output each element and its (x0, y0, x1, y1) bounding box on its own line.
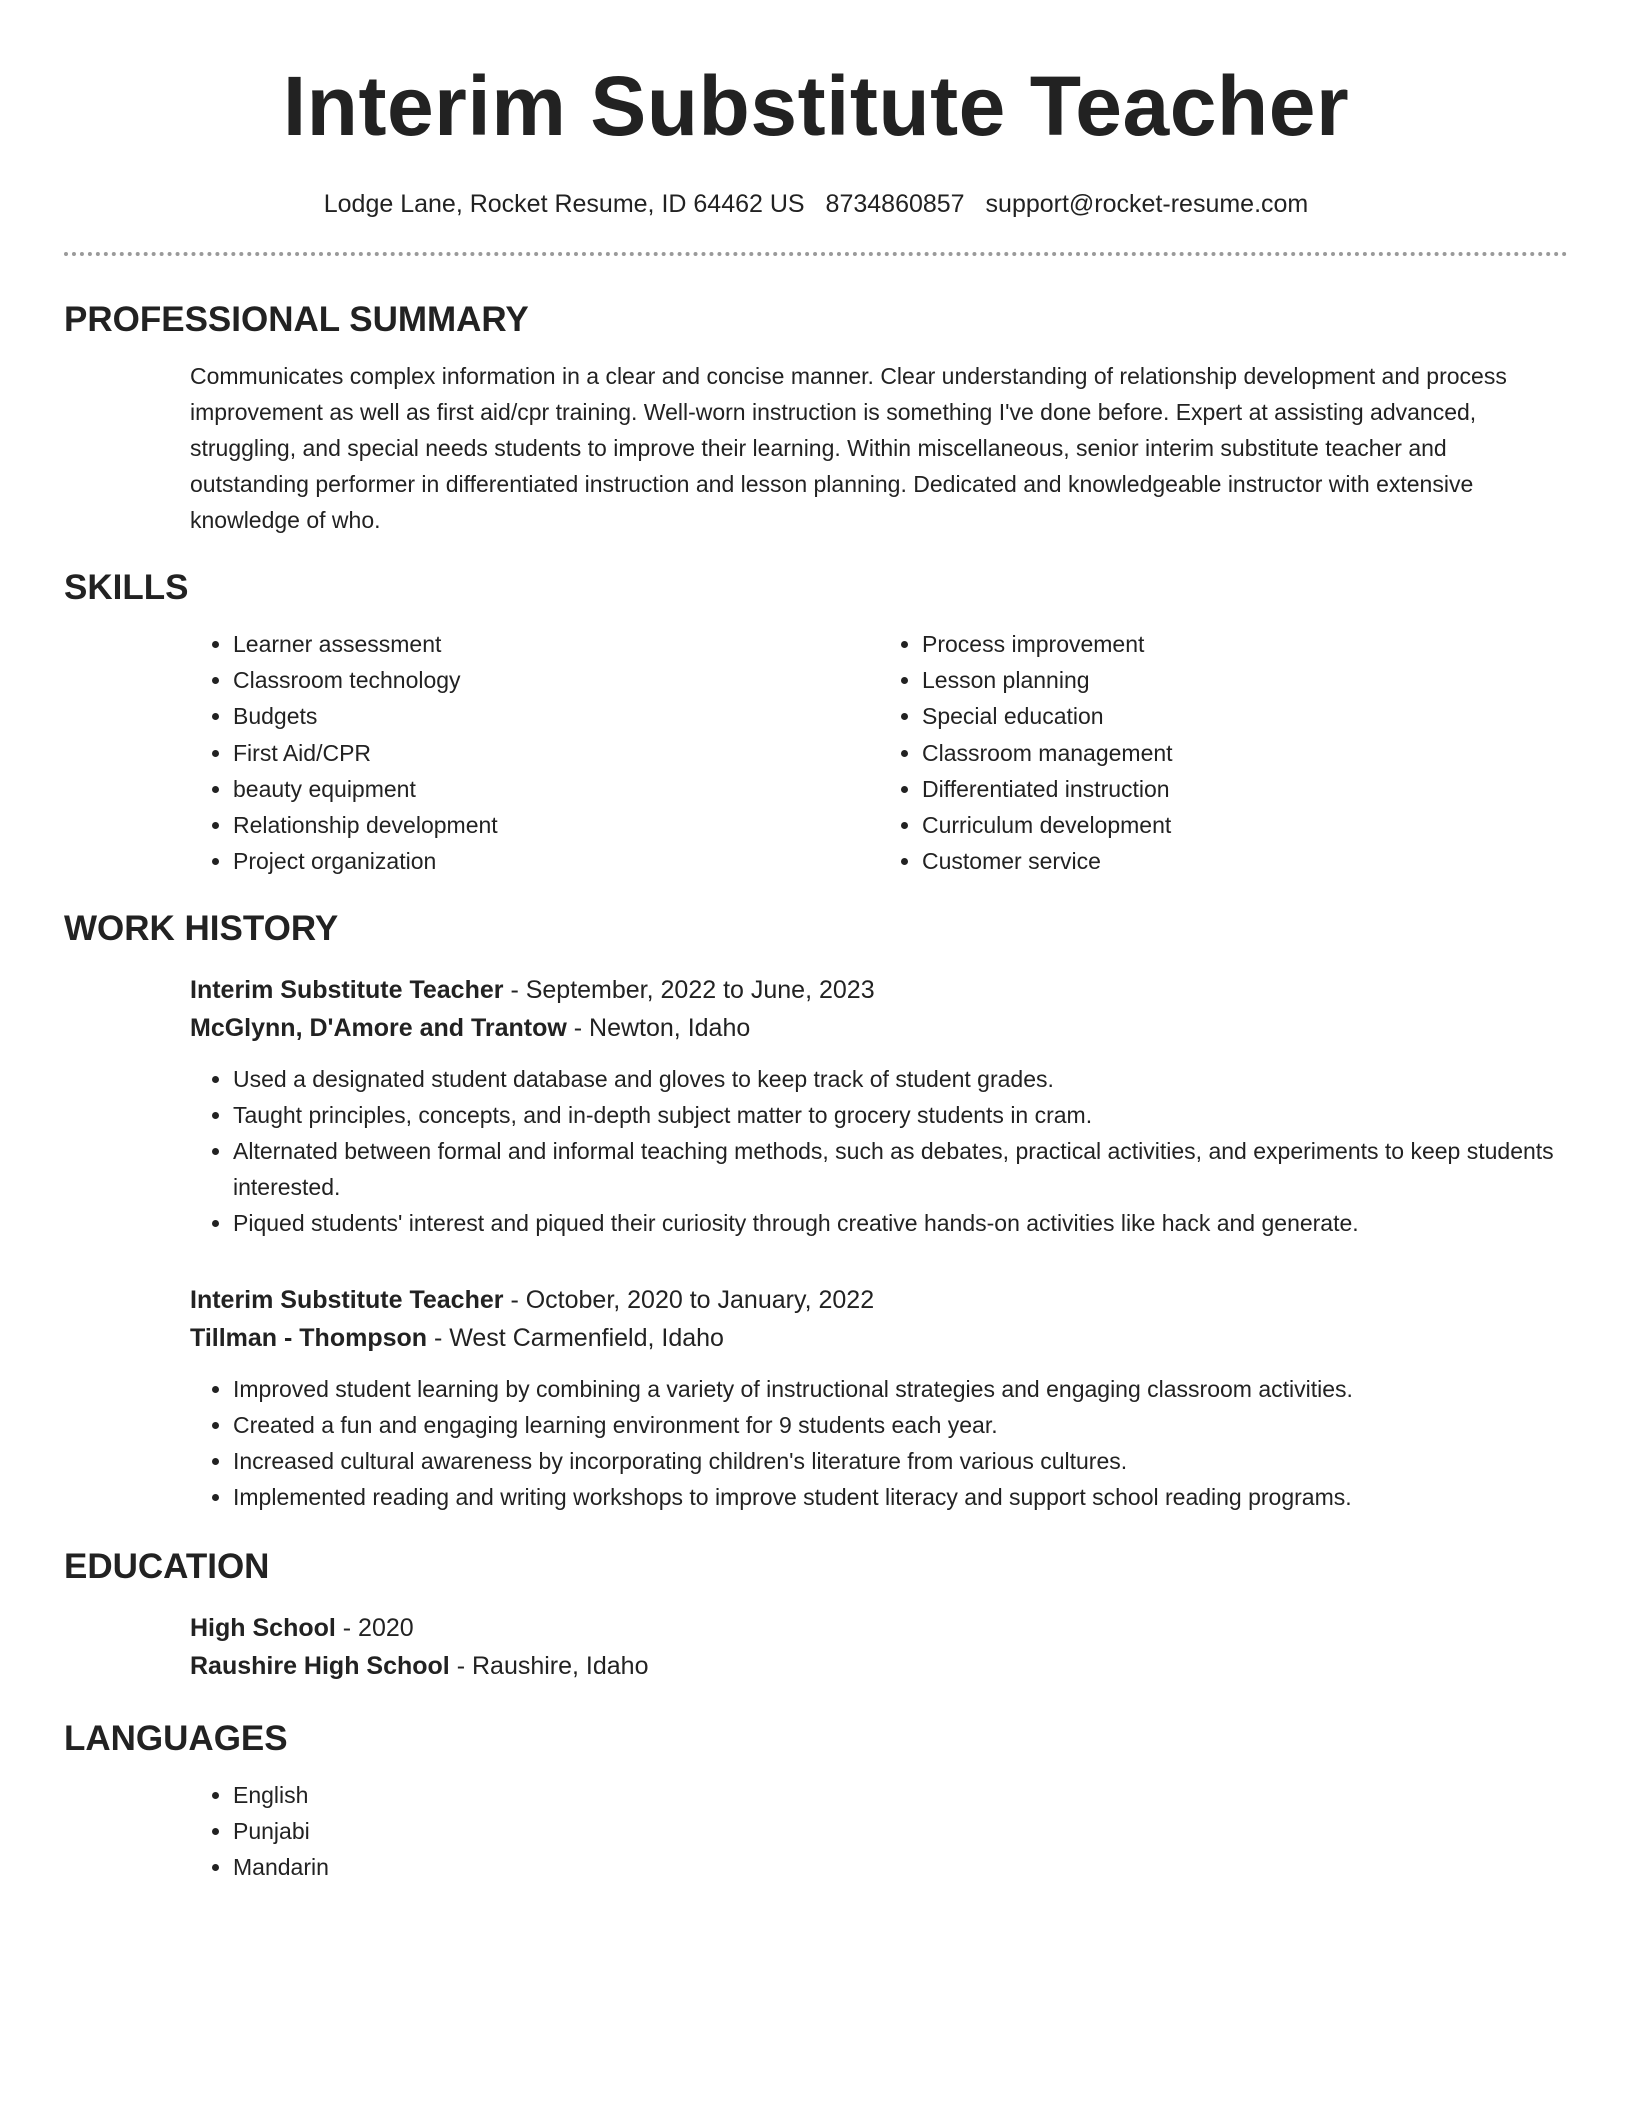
job-entry (190, 1281, 1568, 1515)
job-title-line (190, 971, 1568, 1009)
job-title-line (190, 1281, 1568, 1319)
job-dates: - October, 2020 to January, 2022 (503, 1286, 875, 1315)
skill-item: • beauty equipment (233, 771, 879, 807)
job-bullet: • Increased cultural awareness by incorporating children's literature from various cultures. (233, 1443, 1568, 1479)
education-school: Raushire High School (190, 1652, 450, 1681)
skill-item: • Learner assessment (233, 626, 879, 662)
skills-column-right (879, 626, 1568, 879)
skill-item: • First Aid/CPR (233, 735, 879, 771)
work-history (190, 971, 1568, 1515)
job-dates: - September, 2022 to June, 2023 (503, 976, 875, 1005)
skill-item: • Curriculum development (922, 807, 1568, 843)
skill-item: • Classroom management (922, 735, 1568, 771)
job-role: Interim Substitute Teacher (190, 1286, 504, 1315)
job-bullet: • Used a designated student database and gloves to keep track of student grades. (233, 1061, 1568, 1097)
summary-heading: PROFESSIONAL SUMMARY (64, 300, 529, 339)
resume-name: Interim Substitute Teacher (282, 59, 1350, 153)
job-company-line (190, 1319, 1568, 1357)
resume-page (64, 0, 1568, 1885)
languages-heading: LANGUAGES (64, 1719, 288, 1759)
language-item: • Punjabi (233, 1813, 1568, 1849)
education-degree: High School (190, 1614, 336, 1643)
languages-section (190, 1777, 1568, 1885)
languages-list (190, 1777, 1568, 1885)
contact-line (64, 188, 1568, 220)
education-location: - Raushire, Idaho (449, 1652, 649, 1681)
language-item: • Mandarin (233, 1849, 1568, 1885)
education-heading: EDUCATION (64, 1547, 270, 1587)
contact-email: support@rocket-resume.com (985, 190, 1309, 218)
skill-item: • Customer service (922, 843, 1568, 879)
skills-heading: SKILLS (64, 568, 189, 607)
job-bullet: • Improved student learning by combining a variety of instructional strategies and engaging classroom activities. (233, 1371, 1568, 1407)
skill-item: • Classroom technology (233, 662, 879, 698)
work-history-heading: WORK HISTORY (64, 909, 339, 949)
job-bullets (190, 1061, 1568, 1241)
job-bullet: • Implemented reading and writing workshops to improve student literacy and support school reading programs. (233, 1479, 1568, 1515)
job-location: - Newton, Idaho (566, 1014, 751, 1043)
skill-item: • Special education (922, 698, 1568, 734)
education-degree-line (190, 1609, 1568, 1647)
job-company-line (190, 1009, 1568, 1047)
skill-item: • Lesson planning (922, 662, 1568, 698)
summary-text: Communicates complex information in a clear and concise manner. Clear understanding of relationship development and process improvement as well as first aid/cpr training. Well-worn instruction is something I've done before. Expert at assisting advanced, struggling, and special needs students to improve their learning. Within miscellaneous, senior interim substitute teacher and outstanding performer in differentiated instruction and lesson planning. Dedicated and knowledgeable instructor with extensive knowledge of who. (190, 363, 1507, 533)
skill-item: • Differentiated instruction (922, 771, 1568, 807)
education-year: - 2020 (335, 1614, 414, 1643)
job-role: Interim Substitute Teacher (190, 976, 504, 1005)
skill-item: • Process improvement (922, 626, 1568, 662)
skills-column-left (190, 626, 879, 879)
job-bullets (190, 1371, 1568, 1515)
skill-item: • Budgets (233, 698, 879, 734)
skills-list (190, 626, 1568, 879)
job-bullet: • Created a fun and engaging learning environment for 9 students each year. (233, 1407, 1568, 1443)
language-item: • English (233, 1777, 1568, 1813)
job-bullet: • Alternated between formal and informal teaching methods, such as debates, practical activities, and experiments to keep students interested. (233, 1133, 1568, 1205)
job-location: - West Carmenfield, Idaho (427, 1324, 724, 1353)
contact-address: Lodge Lane, Rocket Resume, ID 64462 US (323, 190, 805, 218)
skill-item: • Project organization (233, 843, 879, 879)
education-school-line (190, 1647, 1568, 1685)
job-company: McGlynn, D'Amore and Trantow (190, 1014, 567, 1043)
header-divider (64, 252, 1568, 256)
education-entry (190, 1609, 1568, 1685)
job-bullet: • Taught principles, concepts, and in-depth subject matter to grocery students in cram. (233, 1097, 1568, 1133)
contact-phone: 8734860857 (825, 190, 965, 218)
job-company: Tillman - Thompson (190, 1324, 428, 1353)
skill-item: • Relationship development (233, 807, 879, 843)
job-entry (190, 971, 1568, 1241)
job-bullet: • Piqued students' interest and piqued their curiosity through creative hands-on activities like hack and generate. (233, 1205, 1568, 1241)
